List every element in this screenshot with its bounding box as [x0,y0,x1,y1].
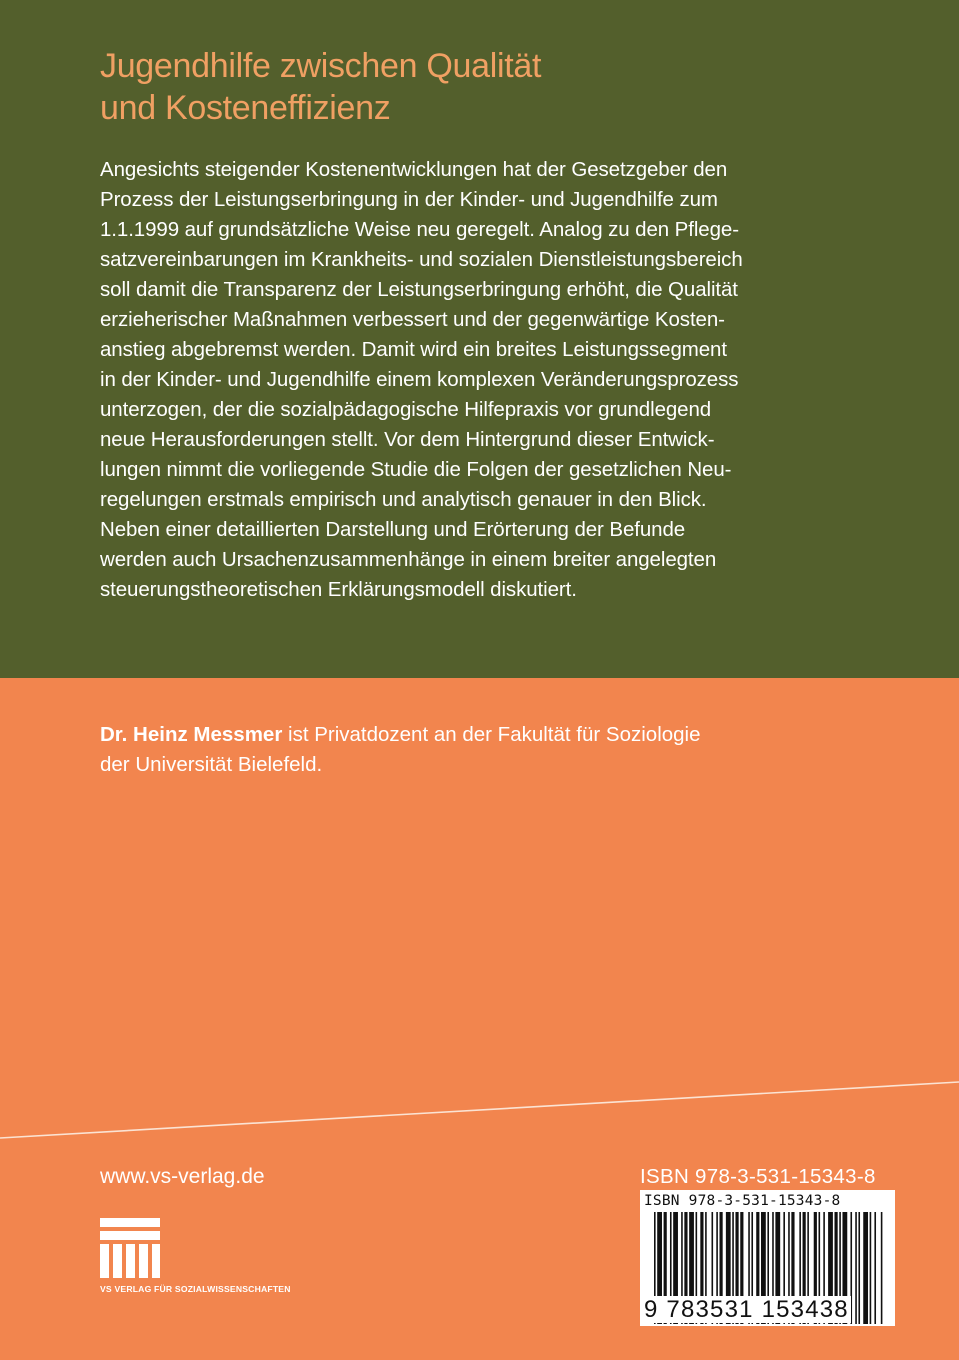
isbn-label: ISBN 978-3-531-15343-8 [640,1165,876,1188]
author-info [100,720,860,780]
website-link[interactable]: www.vs-verlag.de [100,1165,265,1188]
barcode-digits: 9 783531 153438 [644,1296,849,1323]
diagonal-divider-line [0,1080,959,1140]
blurb-line: anstieg abgebremst werden. Damit wird ein breites Leistungssegment [100,338,727,361]
blurb-line: unterzogen, der die sozialpädagogische Hilfepraxis vor grundlegend [100,398,712,421]
blurb-line: Prozess der Leistungserbringung in der Kinder- und Jugendhilfe zum [100,188,718,211]
blurb-line: 1.1.1999 auf grundsätzliche Weise neu geregelt. Analog zu den Pflege- [100,218,739,241]
barcode-isbn-text: ISBN 978-3-531-15343-8 [644,1193,841,1209]
book-title [100,45,900,129]
barcode-digits-row [642,1296,893,1324]
blurb-line: lungen nimmt die vorliegende Studie die Folgen der gesetzlichen Neu- [100,458,732,481]
blurb-line: Neben einer detaillierten Darstellung und Erörterung der Befunde [100,518,686,541]
blurb-line: satzvereinbarungen im Krankheits- und sozialen Dienstleistungsbereich [100,248,743,271]
author-name: Dr. Heinz Messmer [100,723,283,746]
barcode [640,1190,895,1326]
vs-verlag-logo [100,1218,340,1298]
blurb-line: werden auch Ursachenzusammenhänge in einem breiter angelegten [100,548,717,571]
blurb-line: soll damit die Transparenz der Leistungserbringung erhöht, die Qualität [100,278,738,301]
publisher-name: VS VERLAG FÜR SOZIALWISSENSCHAFTEN [100,1284,291,1294]
title-line-1: Jugendhilfe zwischen Qualität [100,47,542,85]
blurb-line: regelungen erstmals empirisch und analytisch genauer in den Blick. [100,488,707,511]
blurb-line: in der Kinder- und Jugendhilfe einem komplexen Veränderungsprozess [100,368,739,391]
blurb-line: erzieherischer Maßnahmen verbessert und der gegenwärtige Kosten- [100,308,725,331]
blurb-line: Angesichts steigender Kostenentwicklungen hat der Gesetzgeber den [100,158,728,181]
author-bio-line-1: ist Privatdozent an der Fakultät für Soziologie [282,723,701,746]
blurb-line: steuerungstheoretischen Erklärungsmodell diskutiert. [100,578,577,601]
blurb-text [100,155,860,605]
top-panel [0,0,959,678]
author-bio-line-2: der Universität Bielefeld. [100,753,323,776]
blurb-line: neue Herausforderungen stellt. Vor dem Hintergrund dieser Entwick- [100,428,715,451]
title-line-2: und Kosteneffizienz [100,89,391,127]
